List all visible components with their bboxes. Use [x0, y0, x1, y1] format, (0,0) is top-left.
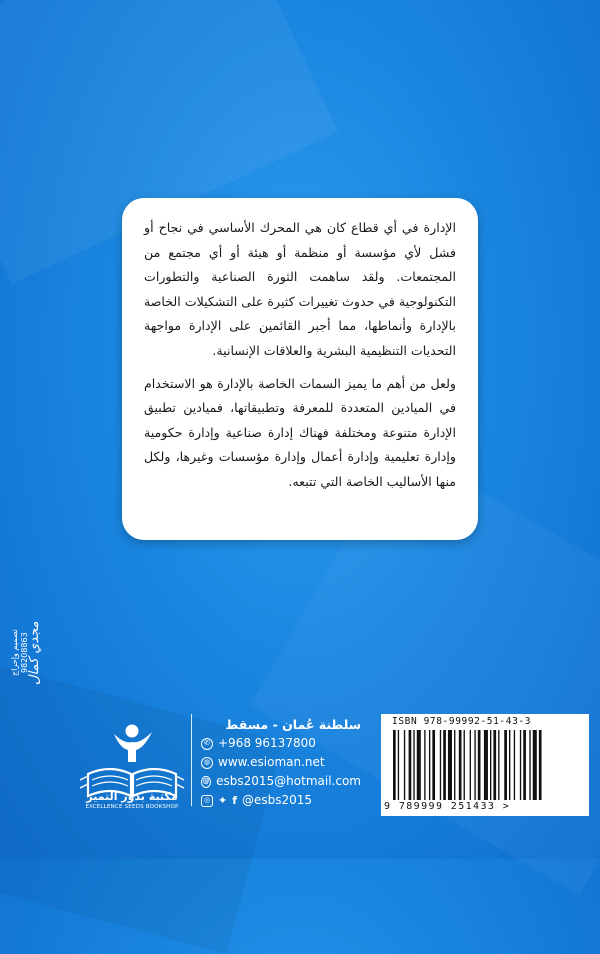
blurb-paragraph-1: الإدارة في أي قطاع كان هي المحرك الأساسي في نجاح أو فشل لأي مؤسسة أو منظمة أو هيئة أو أي مجتمع من المجتمعات. ولقد ساهمت الثورة الصناعية والتطورات التكنولوجية في حدوث تغييرات كثيرة على التشكيلات الخاصة بالإدارة وأنماطها، مما أجبر القائمين على الإدارة مواجهة التحديات التنظيمية البشرية والعلاقات الإنسانية. — [143, 220, 456, 358]
barcode-bar — [520, 730, 521, 800]
barcode-bar — [498, 730, 499, 800]
barcode-bar — [533, 730, 537, 800]
contact-block — [201, 715, 361, 810]
barcode-bar — [398, 730, 399, 800]
email-link[interactable]: esbs2015@hotmail.com — [216, 774, 361, 788]
divider — [191, 714, 192, 806]
barcode-bars — [393, 730, 579, 800]
barcode-bar — [459, 730, 462, 800]
phone-row[interactable] — [201, 734, 361, 753]
barcode-bar — [539, 730, 542, 800]
blurb-paragraph-2: ولعل من أهم ما يميز السمات الخاصة بالإدارة هو الاستخدام في الميادين المتعددة للمعرفة وتطبيقاتها، فميادين تطبيق الإدارة متنوعة ومختلفة فهناك إدارة صناعية وإدارة حكومية وإدارة تعليمية وإدارة أعمال وإدارة مؤسسات وغيرها، ولكل منها الأساليب الخاصة التي تتبعه. — [144, 375, 456, 489]
barcode-bar — [529, 730, 530, 800]
barcode-bar — [443, 730, 446, 800]
barcode-bar — [413, 730, 414, 800]
barcode-bar — [478, 730, 481, 800]
barcode-bar — [440, 730, 441, 800]
barcode-bar — [404, 730, 405, 800]
instagram-icon[interactable]: ◎ — [201, 795, 213, 807]
social-row[interactable] — [201, 791, 361, 810]
barcode-bar — [432, 730, 435, 800]
website-link[interactable]: www.esioman.net — [218, 755, 325, 769]
barcode-bar — [509, 730, 510, 800]
twitter-icon[interactable]: ✦ — [218, 794, 228, 807]
whatsapp-icon: ✆ — [201, 738, 213, 750]
globe-icon: ◍ — [201, 757, 213, 769]
designer-phone: 98208863 — [20, 632, 29, 674]
logo-head — [126, 725, 139, 738]
publisher-name-ar: مكتبة بذور التميز — [86, 790, 178, 803]
barcode-bar — [393, 730, 396, 800]
barcode-bar — [454, 730, 455, 800]
barcode-bar — [504, 730, 507, 800]
social-handle[interactable]: @esbs2015 — [242, 793, 313, 807]
phone-number: +968 96137800 — [218, 736, 316, 750]
publisher-name-en: EXCELLENCE SEEDS BOOKSHOP — [85, 804, 179, 810]
designer-signature: مجدي كمال — [27, 621, 42, 685]
barcode-bar — [429, 730, 430, 800]
barcode-bar — [417, 730, 421, 800]
region-label: سلطنة عُمان - مسقط — [225, 717, 361, 732]
barcode-bar — [424, 730, 425, 800]
designer-label: تصميم وإخراج — [10, 629, 19, 677]
ean-number: 9 789999 251433 > — [384, 801, 511, 812]
facebook-icon[interactable]: f — [232, 794, 238, 807]
barcode-bar — [493, 730, 496, 800]
at-icon: @ — [201, 776, 211, 788]
email-row[interactable] — [201, 772, 361, 791]
barcode-bar — [484, 730, 488, 800]
barcode-bar — [490, 730, 491, 800]
barcode-bar — [448, 730, 452, 800]
barcode-bar — [474, 730, 475, 800]
designer-credit — [10, 598, 40, 708]
barcode-bar — [464, 730, 465, 800]
website-row[interactable] — [201, 753, 361, 772]
barcode-bar — [514, 730, 515, 800]
barcode-bar — [470, 730, 471, 800]
blurb-card — [122, 198, 478, 540]
barcode-bar — [523, 730, 526, 800]
isbn-label: ISBN 978-99992-51-43-3 — [392, 716, 532, 727]
barcode-bar — [409, 730, 412, 800]
